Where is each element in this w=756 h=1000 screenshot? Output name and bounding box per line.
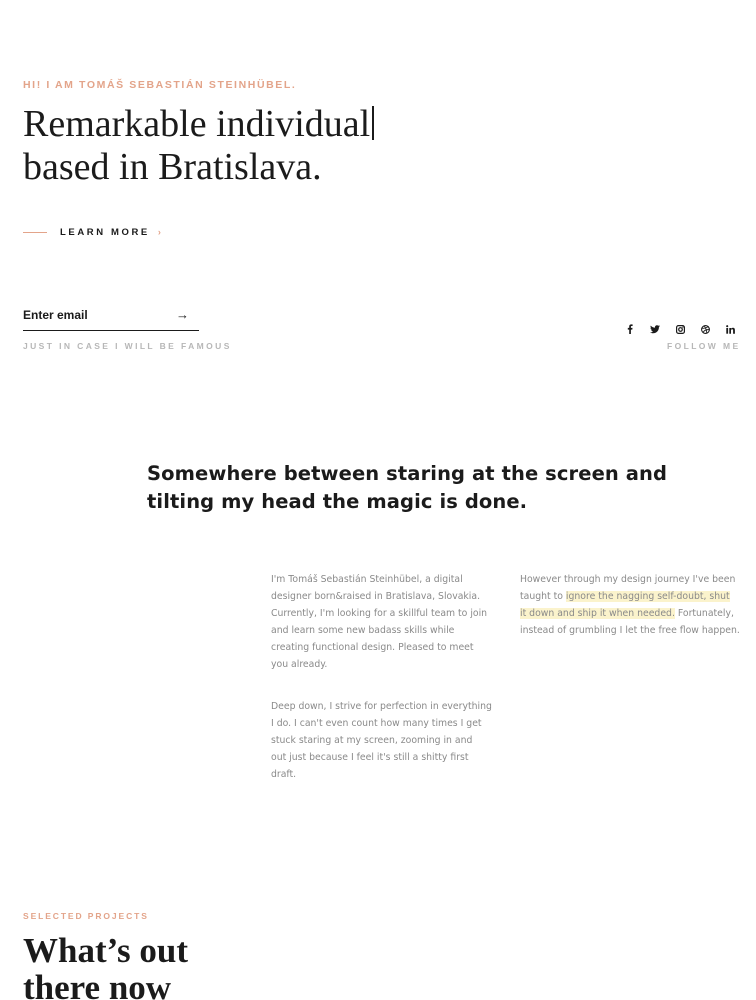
newsletter-form <box>23 306 199 331</box>
dribbble-icon[interactable] <box>699 323 711 335</box>
hero-title-line-2: based in Bratislava. <box>23 146 322 188</box>
tagline-line-2: tilting my head the magic is done. <box>147 490 528 513</box>
about-paragraph-2 <box>271 698 496 783</box>
hero-title <box>23 103 483 189</box>
paragraph-line: Currently, I'm looking for a skillful team to join <box>271 608 488 619</box>
about-tagline <box>147 460 667 516</box>
paragraph-line: and learn some new badass skills while <box>271 625 455 636</box>
paragraph-line: Deep down, I strive for perfection in everything <box>271 701 492 712</box>
twitter-icon[interactable] <box>649 323 661 335</box>
social-links <box>624 323 749 335</box>
about-paragraph-3 <box>520 571 750 639</box>
follow-caption: FOLLOW ME <box>667 341 741 351</box>
paragraph-text: Fortunately, <box>674 608 734 619</box>
highlighted-text: it down and ship it when needed. <box>520 608 675 619</box>
paragraph-line: instead of grumbling I let the free flow happen. <box>520 625 740 636</box>
paragraph-line: designer born&raised in Bratislava, Slovakia. <box>271 591 481 602</box>
projects-title <box>23 932 323 1000</box>
learn-more-label: LEARN MORE <box>60 226 150 238</box>
highlighted-text: ignore the nagging self-doubt, shut <box>565 591 730 602</box>
about-paragraph-1 <box>271 571 496 673</box>
paragraph-line: However through my design journey I've been <box>520 574 736 585</box>
linkedin-icon[interactable] <box>724 323 736 335</box>
chevron-right-icon: › <box>157 227 161 237</box>
hero-title-line-1: Remarkable individual <box>23 103 371 145</box>
arrow-right-icon[interactable]: → <box>176 307 189 322</box>
paragraph-line: stuck staring at my screen, zooming in and <box>271 735 473 746</box>
paragraph-line: I'm Tomáš Sebastián Steinhübel, a digital <box>271 574 463 585</box>
paragraph-line: creating functional design. Pleased to meet <box>271 642 474 653</box>
newsletter-caption: JUST IN CASE I WILL BE FAMOUS <box>23 341 232 351</box>
paragraph-line: you already. <box>271 659 328 670</box>
paragraph-line: draft. <box>271 769 297 780</box>
paragraph-text: taught to <box>520 591 566 602</box>
paragraph-line <box>520 588 750 605</box>
email-input[interactable] <box>23 306 199 331</box>
paragraph-line: I do. I can't even count how many times I get <box>271 718 482 729</box>
hero-eyebrow: HI! I AM TOMÁŠ SEBASTIÁN STEINHÜBEL. <box>23 79 297 91</box>
projects-eyebrow: SELECTED PROJECTS <box>23 911 149 921</box>
paragraph-line: out just because I feel it's still a shitty first <box>271 752 469 763</box>
instagram-icon[interactable] <box>674 323 686 335</box>
projects-title-line-1: What’s out <box>23 931 188 970</box>
learn-more-link[interactable] <box>23 225 161 239</box>
tagline-line-1: Somewhere between staring at the screen and <box>147 462 668 485</box>
paragraph-line <box>520 605 750 622</box>
facebook-icon[interactable] <box>624 323 636 335</box>
learn-more-rule <box>23 232 47 233</box>
text-cursor <box>372 106 374 140</box>
projects-title-line-2: there now <box>23 968 172 1000</box>
